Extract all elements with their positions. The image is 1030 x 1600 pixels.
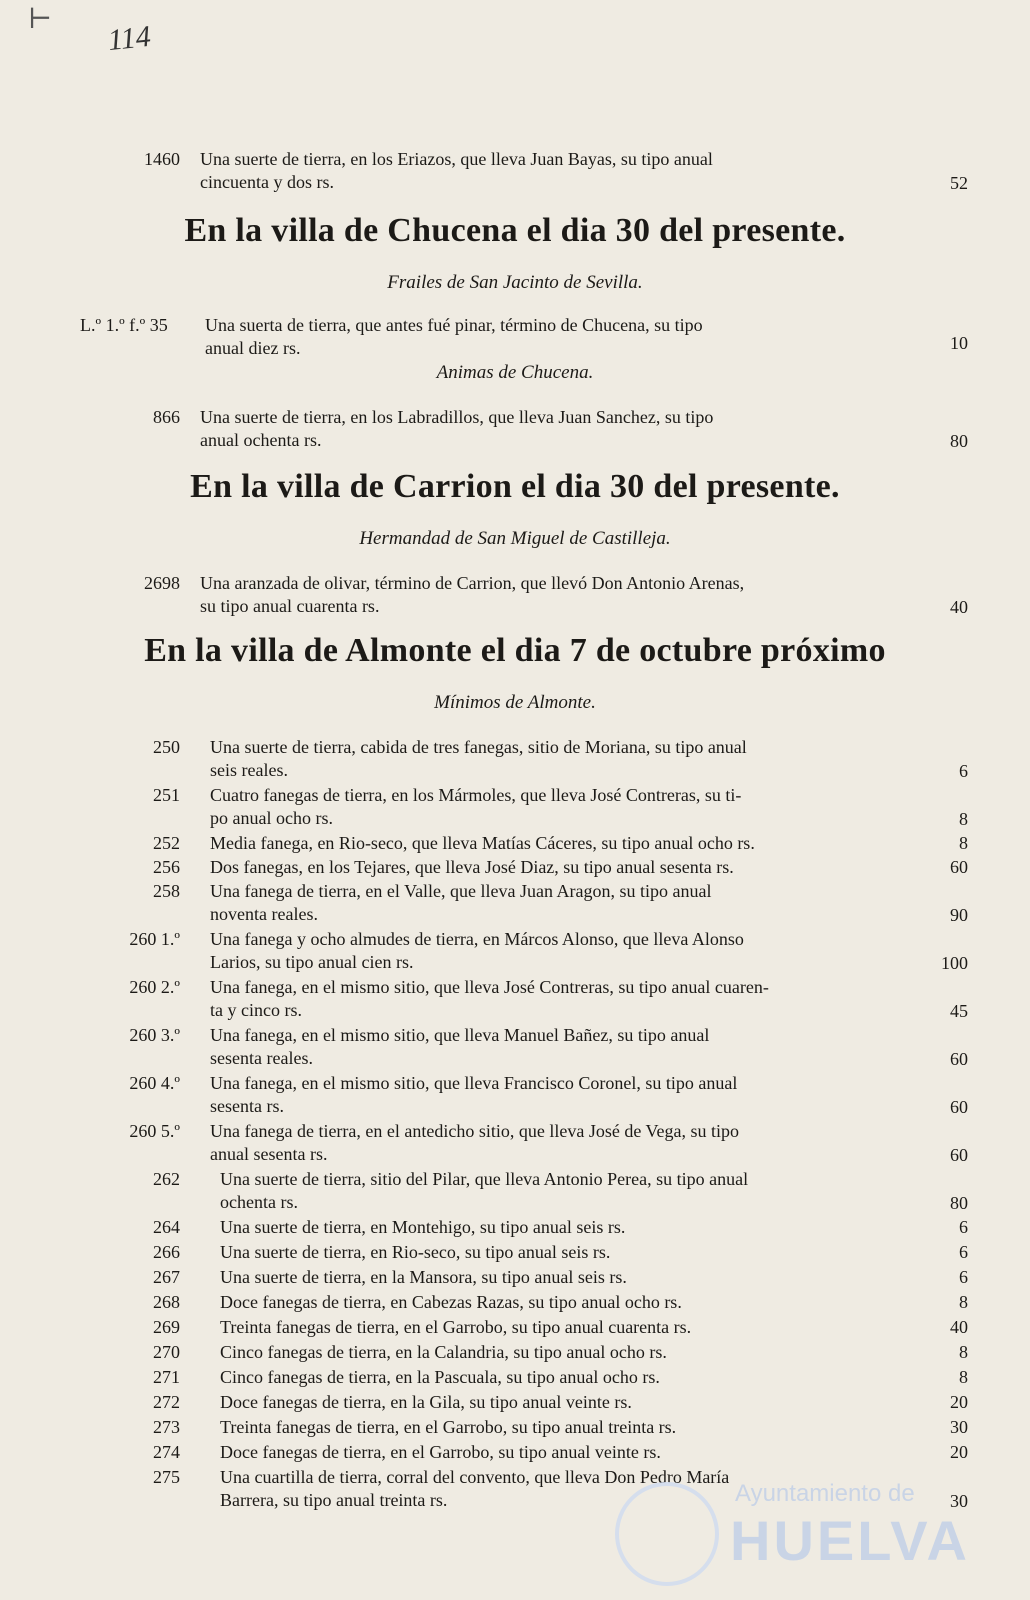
entry-amount: 80 (950, 431, 968, 451)
entry-text: Media fanega, en Rio-seco, que lleva Matías Cáceres, su tipo anual ocho rs. (210, 833, 755, 853)
entry-amount: 60 (950, 1049, 968, 1069)
list-item (0, 1216, 1030, 1240)
entry-text: Una suerte de tierra, en los Labradillos, que lleva Juan Sanchez, su tipo anual ochenta rs. (200, 407, 714, 450)
entry-number: 267 (153, 1267, 180, 1287)
entry-number: 266 (153, 1242, 180, 1262)
entry-text: Treinta fanegas de tierra, en el Garrobo, su tipo anual treinta rs. (220, 1417, 677, 1437)
entry-text: Una suerte de tierra, en Rio-seco, su tipo anual seis rs. (220, 1242, 611, 1262)
entry-number: 273 (153, 1417, 180, 1437)
entry-text: Treinta fanegas de tierra, en el Garrobo, su tipo anual cuarenta rs. (220, 1317, 692, 1337)
list-item (0, 856, 1030, 880)
entry-number: 260 2.º (129, 977, 180, 997)
entry-text: Una suerte de tierra, en los Eriazos, que lleva Juan Bayas, su tipo anual cincuenta y dos rs. (200, 149, 713, 192)
list-item (0, 1241, 1030, 1265)
entry-text: Una suerta de tierra, que antes fué pinar, término de Chucena, su tipo anual diez rs. (205, 315, 703, 358)
entry-amount: 30 (950, 1417, 968, 1437)
list-item (0, 1316, 1030, 1340)
entry-number: 250 (153, 737, 180, 757)
entry-text: Doce fanegas de tierra, en Cabezas Razas, su tipo anual ocho rs. (220, 1292, 682, 1312)
entry-number: 268 (153, 1292, 180, 1312)
entry-number: 2698 (144, 573, 180, 593)
entry-number: 260 1.º (129, 929, 180, 949)
list-item (0, 1072, 1030, 1120)
subheading: Mínimos de Almonte. (434, 692, 596, 713)
entry-number: 271 (153, 1367, 180, 1387)
entry-number: L.º 1.º f.º 35 (80, 315, 168, 335)
entry-number: 260 3.º (129, 1025, 180, 1045)
entry-text: Cinco fanegas de tierra, en la Calandria, su tipo anual ocho rs. (220, 1342, 667, 1362)
list-item (0, 314, 1030, 362)
entry-number: 1460 (144, 149, 180, 169)
entry-amount: 6 (959, 1217, 968, 1237)
entry-amount: 6 (959, 1242, 968, 1262)
entry-text: Una suerte de tierra, sitio del Pilar, que lleva Antonio Perea, su tipo anual ochenta rs. (220, 1169, 749, 1212)
section-heading-carrion: En la villa de Carrion el dia 30 del presente. (190, 468, 840, 505)
entry-text: Una fanega, en el mismo sitio, que lleva Manuel Bañez, su tipo anual sesenta reales. (210, 1025, 710, 1068)
entry-text: Dos fanegas, en los Tejares, que lleva José Diaz, su tipo anual sesenta rs. (210, 857, 734, 877)
entry-text: Una fanega de tierra, en el Valle, que lleva Juan Aragon, su tipo anual noventa reales. (210, 881, 712, 924)
entry-amount: 100 (941, 953, 968, 973)
list-item (0, 1341, 1030, 1365)
list-item (0, 1291, 1030, 1315)
list-item (0, 976, 1030, 1024)
entry-number: 274 (153, 1442, 180, 1462)
list-item (0, 572, 1030, 620)
entry-amount: 8 (959, 1342, 968, 1362)
entry-amount: 8 (959, 833, 968, 853)
folio-number: 114 (106, 19, 153, 58)
list-item (0, 1024, 1030, 1072)
entry-number: 256 (153, 857, 180, 877)
list-item (0, 1120, 1030, 1168)
entry-amount: 6 (959, 761, 968, 781)
entry-number: 272 (153, 1392, 180, 1412)
entry-number: 258 (153, 881, 180, 901)
entry-amount: 8 (959, 809, 968, 829)
entry-number: 264 (153, 1217, 180, 1237)
subheading: Frailes de San Jacinto de Sevilla. (387, 272, 643, 293)
list-item (0, 1416, 1030, 1440)
entry-number: 275 (153, 1467, 180, 1487)
seal-emblem-icon (615, 1482, 719, 1586)
entry-text: Doce fanegas de tierra, en el Garrobo, su tipo anual veinte rs. (220, 1442, 661, 1462)
entry-number: 252 (153, 833, 180, 853)
watermark-line2: HUELVA (730, 1509, 970, 1572)
entry-number: 269 (153, 1317, 180, 1337)
list-item (0, 1441, 1030, 1465)
entry-text: Cinco fanegas de tierra, en la Pascuala, su tipo anual ocho rs. (220, 1367, 660, 1387)
entry-number: 260 4.º (129, 1073, 180, 1093)
list-item (0, 1266, 1030, 1290)
subheading: Animas de Chucena. (436, 362, 594, 383)
entry-text: Una suerte de tierra, en Montehigo, su tipo anual seis rs. (220, 1217, 626, 1237)
entry-amount: 60 (950, 1145, 968, 1165)
watermark-seal (615, 1480, 975, 1580)
section-heading-almonte: En la villa de Almonte el dia 7 de octubre próximo (144, 632, 886, 669)
list-item (0, 736, 1030, 784)
entry-text: Una suerte de tierra, cabida de tres fanegas, sitio de Moriana, su tipo anual seis reales. (210, 737, 747, 780)
list-item (0, 832, 1030, 856)
list-item (0, 1391, 1030, 1415)
watermark-line1: Ayuntamiento de (735, 1480, 915, 1507)
entry-amount: 40 (950, 1317, 968, 1337)
entry-amount: 60 (950, 857, 968, 877)
entry-text: Una fanega, en el mismo sitio, que lleva Francisco Coronel, su tipo anual sesenta rs. (210, 1073, 738, 1116)
entry-text: Una aranzada de olivar, término de Carrion, que llevó Don Antonio Arenas, su tipo anual cuarenta rs. (200, 573, 745, 616)
entry-amount: 45 (950, 1001, 968, 1021)
entry-number: 270 (153, 1342, 180, 1362)
entry-text: Doce fanegas de tierra, en la Gila, su tipo anual veinte rs. (220, 1392, 632, 1412)
entry-amount: 30 (950, 1491, 968, 1511)
entry-amount: 90 (950, 905, 968, 925)
entry-text: Una fanega, en el mismo sitio, que lleva José Contreras, su tipo anual cuaren- ta y cinco rs. (210, 977, 769, 1020)
list-item (0, 880, 1030, 928)
entry-text: Una fanega y ocho almudes de tierra, en Márcos Alonso, que lleva Alonso Larios, su tipo anual cien rs. (210, 929, 744, 972)
entry-text: Cuatro fanegas de tierra, en los Mármoles, que lleva José Contreras, su ti- po anual ocho rs. (210, 785, 742, 828)
subheading: Hermandad de San Miguel de Castilleja. (359, 528, 671, 549)
entry-amount: 20 (950, 1442, 968, 1462)
list-item (0, 928, 1030, 976)
section-heading-chucena: En la villa de Chucena el dia 30 del presente. (184, 212, 846, 249)
entry-text: Una cuartilla de tierra, corral del convento, que lleva Don Pedro María Barrera, su tipo anual treinta rs. (220, 1467, 730, 1510)
entry-amount: 10 (950, 333, 968, 353)
entry-amount: 40 (950, 597, 968, 617)
entry-amount: 8 (959, 1367, 968, 1387)
entry-amount: 60 (950, 1097, 968, 1117)
entry-number: 251 (153, 785, 180, 805)
entry-number: 262 (153, 1169, 180, 1189)
entry-text: Una fanega de tierra, en el antedicho sitio, que lleva José de Vega, su tipo anual sesenta rs. (210, 1121, 739, 1164)
list-item (0, 1168, 1030, 1216)
entry-amount: 6 (959, 1267, 968, 1287)
entry-text: Una suerte de tierra, en la Mansora, su tipo anual seis rs. (220, 1267, 627, 1287)
corner-mark: ⊢ (28, 4, 53, 35)
entry-amount: 80 (950, 1193, 968, 1213)
list-item (0, 406, 1030, 454)
entry-number: 866 (153, 407, 180, 427)
entry-amount: 20 (950, 1392, 968, 1412)
list-item (0, 1366, 1030, 1390)
entry-amount: 8 (959, 1292, 968, 1312)
list-item (0, 784, 1030, 832)
entry-number: 260 5.º (129, 1121, 180, 1141)
entry-amount: 52 (950, 173, 968, 193)
list-item (0, 148, 1030, 196)
